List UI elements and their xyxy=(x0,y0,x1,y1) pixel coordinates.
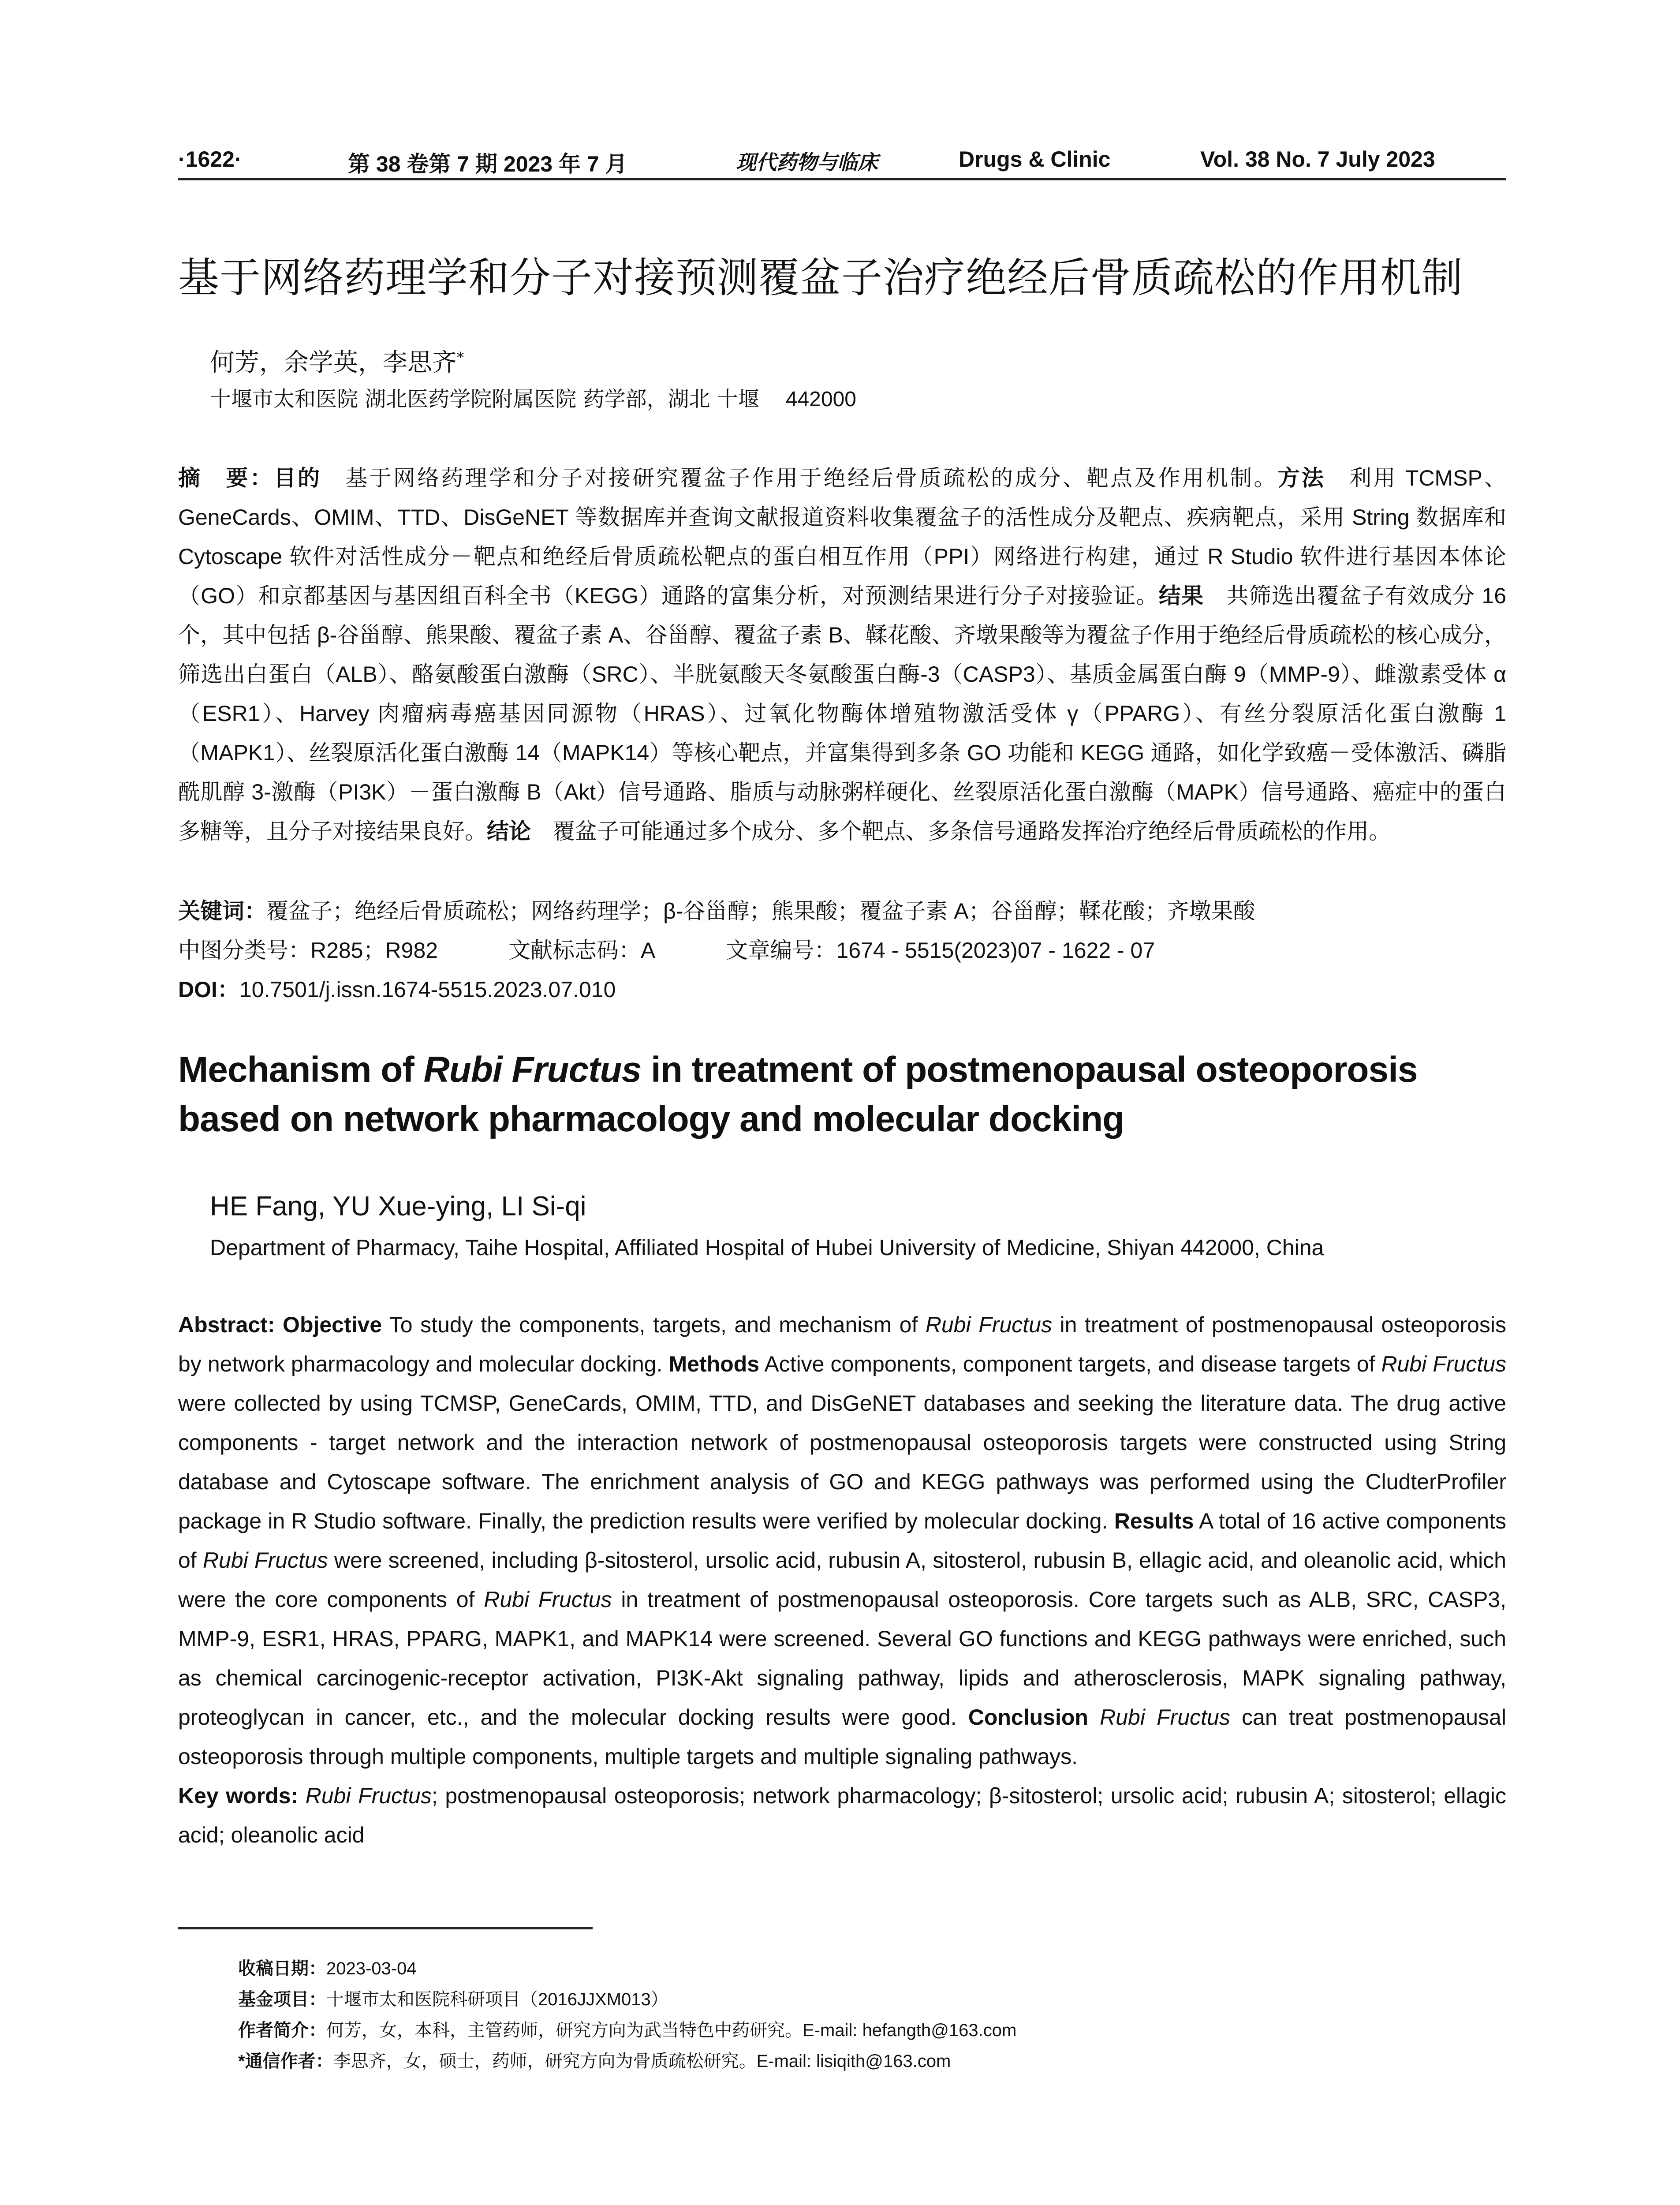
methods-text-en: Active components, component targets, and disease targets of xyxy=(759,1352,1381,1376)
fund-label: 基金项目： xyxy=(238,1990,326,2009)
affiliation-cn xyxy=(210,382,856,412)
abstract-label-en: Abstract: xyxy=(178,1312,275,1337)
results-text-en: A total of 16 active components of xyxy=(178,1509,1506,1573)
footnote-fund xyxy=(238,1985,668,2011)
title-en-italic: Rubi Fructus xyxy=(423,1050,642,1090)
keywords-text-en: ; postmenopausal osteoporosis; network pharmacology; β-sitosterol; ursolic acid; rubusin A; sitosterol; ellagic acid; oleanolic acid xyxy=(178,1783,1506,1847)
methods-text-en-cont: were collected by using TCMSP, GeneCards, OMIM, TTD, and DisGeNET databases and seeking the literature data. The drug active components - target network and the interaction network of postmenopausal osteoporosis targets were constructed using String database and Cytoscape software. The enrichment analysis of GO and KEGG pathways was performed using the CludterProfiler package in R Studio software. Finally, the prediction results were verified by molecular docking. xyxy=(178,1391,1506,1533)
conclusion-label-en: Conclusion xyxy=(968,1705,1088,1730)
footnote-received xyxy=(238,1955,417,1980)
corresponding-mark: * xyxy=(457,349,464,366)
footnote-author xyxy=(238,2016,1016,2041)
doi-label: DOI： xyxy=(178,977,239,1002)
conclusion-text-cn: 覆盆子可能通过多个成分、多个靶点、多条信号通路发挥治疗绝经后骨质疏松的作用。 xyxy=(531,819,1391,844)
keywords-cn xyxy=(178,893,1255,925)
clc-number: 中图分类号：R285；R982 xyxy=(178,938,438,963)
objective-label-en: Objective xyxy=(283,1312,382,1337)
doi-link[interactable]: 10.7501/j.issn.1674-5515.2023.07.010 xyxy=(239,977,616,1002)
document-code: 文献标志码：A xyxy=(508,938,656,963)
footnote-corresponding xyxy=(238,2047,951,2072)
rubi-fructus-term: Rubi Fructus xyxy=(484,1587,612,1612)
corresponding-text: 李思齐，女，硕士，药师，研究方向为骨质疏松研究。E-mail: lisiqith@163.com xyxy=(333,2052,951,2071)
doi-line xyxy=(178,972,616,1004)
title-en-pre: Mechanism of xyxy=(178,1050,424,1090)
abstract-cn xyxy=(178,459,1506,851)
objective-text-en: To study the components, targets, and mechanism of xyxy=(382,1312,926,1337)
volume-issue-cn: 第 38 卷第 7 期 2023 年 7 月 xyxy=(348,152,627,176)
methods-label-cn: 方法 xyxy=(1277,466,1326,490)
running-header xyxy=(178,140,1506,180)
received-label: 收稿日期： xyxy=(238,1959,326,1978)
conclusion-gap xyxy=(1088,1705,1100,1730)
fund-text: 十堰市太和医院科研项目（2016JJXM013） xyxy=(326,1990,668,2009)
authors-en: HE Fang, YU Xue-ying, LI Si-qi xyxy=(210,1191,586,1222)
rubi-fructus-term: Rubi Fructus xyxy=(1100,1705,1230,1730)
keywords-label-cn: 关键词： xyxy=(178,899,266,923)
article-number: 文章编号：1674 - 5515(2023)07 - 1622 - 07 xyxy=(726,938,1155,963)
classification-line xyxy=(178,933,1155,964)
results-text-en-cont: were screened, including β-sitosterol, ursolic acid, rubusin A, sitosterol, rubusin B, ellagic acid, and oleanolic acid, which were the core components of xyxy=(178,1548,1506,1612)
keywords-text-cn: 覆盆子；绝经后骨质疏松；网络药理学；β-谷甾醇；熊果酸；覆盆子素 A；谷甾醇；鞣花酸；齐墩果酸 xyxy=(266,899,1255,923)
author-bio-text: 何芳，女，本科，主管药师，研究方向为武当特色中药研究。E-mail: hefangth@163.com xyxy=(326,2021,1017,2040)
methods-text-cn: 利用 TCMSP、GeneCards、OMIM、TTD、DisGeNET 等数据库并查询文献报道资料收集覆盆子的活性成分及靶点、疾病靶点，采用 String 数据库和 Cytoscape 软件对活性成分－靶点和绝经后骨质疏松靶点的蛋白相互作用（PPI）网络进行构建，通过 R Studio 软件进行基因本体论（GO）和京都基因与基因组百科全书（KEGG）通路的富集分析，对预测结果进行分子对接验证。 xyxy=(178,466,1507,608)
postcode-cn: 442000 xyxy=(785,388,856,411)
keyword-first-italic: Rubi Fructus xyxy=(305,1783,432,1808)
keywords-en xyxy=(178,1776,1506,1855)
author-bio-label: 作者简介： xyxy=(238,2021,326,2040)
keywords-label-en: Key words: xyxy=(178,1783,299,1808)
corresponding-label: *通信作者： xyxy=(238,2052,333,2071)
authors-cn xyxy=(210,343,464,378)
objective-label-cn: 目的 xyxy=(273,466,322,490)
footnote-divider xyxy=(178,1927,593,1929)
abstract-label-cn: 摘 要： xyxy=(178,466,274,490)
affiliation-en: Department of Pharmacy, Taihe Hospital, Affiliated Hospital of Hubei University of Medicine, Shiyan 442000, China xyxy=(210,1235,1324,1260)
conclusion-text-en: can treat postmenopausal osteoporosis through multiple components, multiple targets and multiple signaling pathways. xyxy=(178,1705,1506,1769)
abstract-en xyxy=(178,1305,1506,1855)
results-text-en-end: in treatment of postmenopausal osteoporosis. Core targets such as ALB, SRC, CASP3, MMP-9, ESR1, HRAS, PPARG, MAPK1, and MAPK14 were screened. Several GO functions and KEGG pathways were enriched, such as chemical carcinogenic-receptor activation, PI3K-Akt signaling pathway, lipids and atherosclerosis, MAPK signaling pathway, proteoglycan in cancer, etc., and the molecular docking results were good. xyxy=(178,1587,1506,1730)
results-label-cn: 结果 xyxy=(1158,583,1204,608)
rubi-fructus-term: Rubi Fructus xyxy=(202,1548,328,1573)
page-number: ·1622· xyxy=(178,147,242,172)
article-title-cn: 基于网络药理学和分子对接预测覆盆子治疗绝经后骨质疏松的作用机制 xyxy=(178,254,1463,302)
methods-label-en: Methods xyxy=(668,1352,760,1376)
abstract-paragraph-en xyxy=(178,1305,1506,1776)
conclusion-label-cn: 结论 xyxy=(487,819,531,844)
results-text-cn: 共筛选出覆盆子有效成分 16 个，其中包括 β-谷甾醇、熊果酸、覆盆子素 A、谷甾醇、覆盆子素 B、鞣花酸、齐墩果酸等为覆盆子作用于绝经后骨质疏松的核心成分，筛选出白蛋白（ALB）、酪氨酸蛋白激酶（SRC）、半胱氨酸天冬氨酸蛋白酶-3（CASP3）、基质金属蛋白酶 9（MMP-9）、雌激素受体 α（ESR1）、Harvey 肉瘤病毒癌基因同源物（HRAS）、过氧化物酶体增殖物激活受体 γ（PPARG）、有丝分裂原活化蛋白激酶 1（MAPK1）、丝裂原活化蛋白激酶 14（MAPK14）等核心靶点，并富集得到多条 GO 功能和 KEGG 通路，如化学致癌－受体激活、磷脂酰肌醇 3-激酶（PI3K）－蛋白激酶 B（Akt）信号通路、脂质与动脉粥样硬化、丝裂原活化蛋白激酶（MAPK）信号通路、癌症中的蛋白多糖等，且分子对接结果良好。 xyxy=(178,583,1507,844)
title-en-post: in treatment of postmenopausal osteoporosis based on network pharmacology and molecular docking xyxy=(178,1050,1418,1139)
rubi-fructus-term: Rubi Fructus xyxy=(1381,1352,1506,1376)
journal-name-en: Drugs & Clinic xyxy=(959,147,1111,172)
article-title-en xyxy=(178,1045,1506,1144)
received-date: 2023-03-04 xyxy=(326,1959,417,1978)
rubi-fructus-term: Rubi Fructus xyxy=(925,1312,1052,1337)
objective-text-en-cont: in treatment of postmenopausal osteoporosis by network pharmacology and molecular docking. xyxy=(178,1312,1506,1376)
author-names-cn: 何芳，余学英，李思齐 xyxy=(210,348,457,377)
results-label-en: Results xyxy=(1114,1509,1194,1533)
affiliation-text-cn: 十堰市太和医院 湖北医药学院附属医院 药学部，湖北 十堰 xyxy=(210,387,759,411)
objective-text-cn: 基于网络药理学和分子对接研究覆盆子作用于绝经后骨质疏松的成分、靶点及作用机制。 xyxy=(321,466,1278,490)
journal-name-cn: 现代药物与临床 xyxy=(736,150,878,174)
volume-issue-en: Vol. 38 No. 7 July 2023 xyxy=(1200,147,1435,172)
